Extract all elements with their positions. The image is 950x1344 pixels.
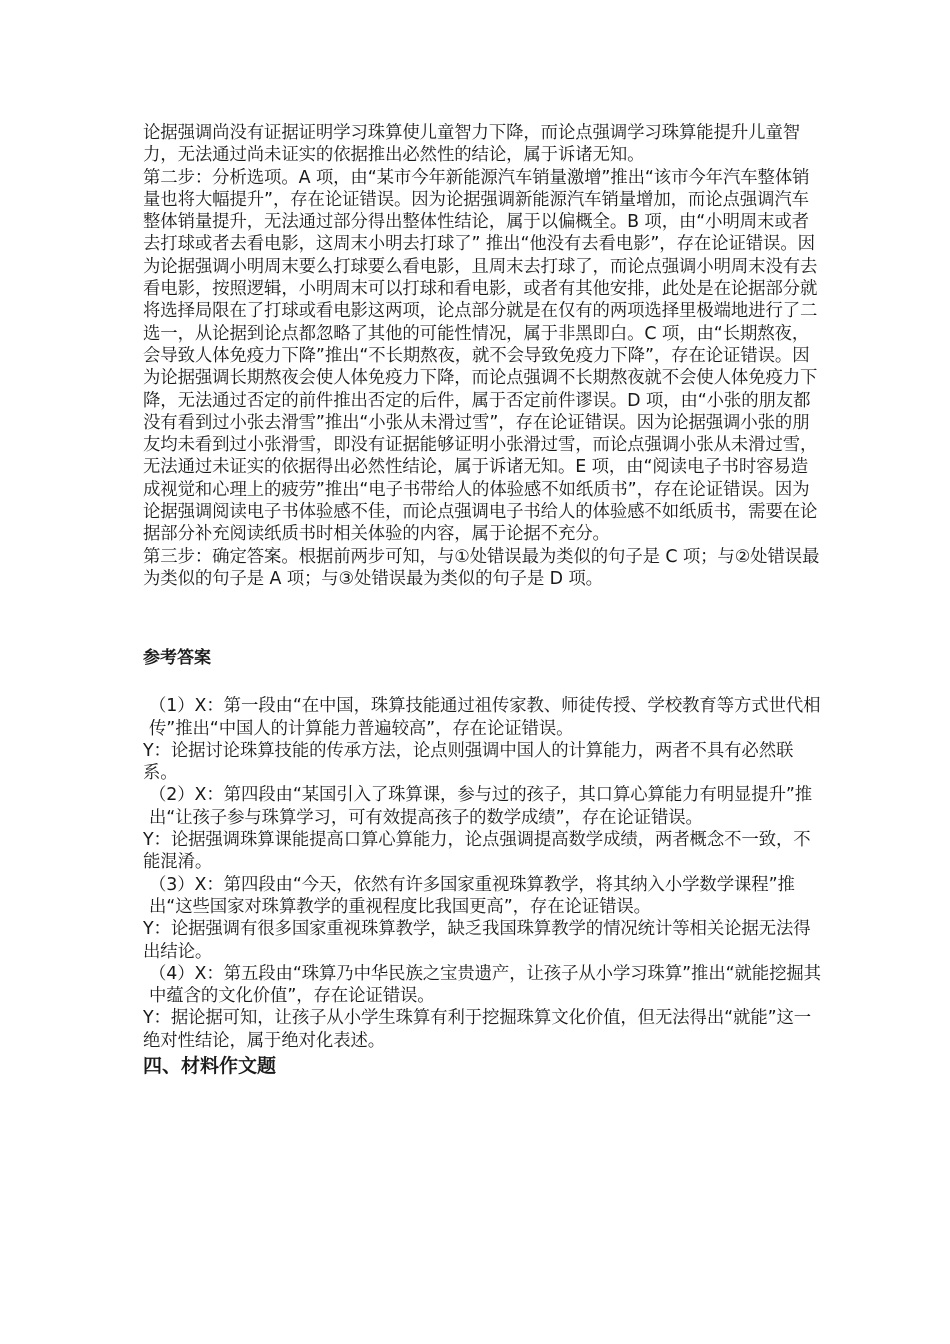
answer-item-4-x: （4）X：第五段由“珠算乃中华民族之宝贵遗产，让孩子从小学习珠算”推出“就能挖掘其中蕴含的文化价值”，存在论证错误。 [149,963,821,1007]
analysis-paragraph-1: 论据强调尚没有证据证明学习珠算使儿童智力下降，而论点强调学习珠算能提升儿童智力，无法通过尚未证实的依据推出必然性的结论，属于诉诸无知。 [143,123,801,166]
analysis-step-3: 第三步：确定答案。根据前两步可知，与①处错误最为类似的句子是 C 项；与②处错误最为类似的句子是 A 项；与③处错误最为类似的句子是 D 项。 [143,546,820,589]
answer-item-2-y: Y：论据强调珠算课能提高口算心算能力，论点强调提高数学成绩，两者概念不一致，不能混淆。 [143,830,811,873]
answer-item-4-y: Y：据论据可知，让孩子从小学生珠算有利于挖掘珠算文化价值，但无法得出“就能”这一绝对性结论，属于绝对化表述。 [143,1008,812,1051]
document-page [143,122,823,1080]
answer-item-1-y: Y：论据讨论珠算技能的传承方法，论点则强调中国人的计算能力，两者不具有必然联系。 [143,740,794,784]
answer-item-2-x: （2）X：第四段由“某国引入了珠算课，参与过的孩子，其口算心算能力有明显提升”推出“让孩子参与珠算学习，可有效提高孩子的数学成绩”，存在论证错误。 [149,785,813,828]
reference-answer-heading: 参考答案 [143,648,211,669]
analysis-step-2: 第二步：分析选项。A 项，由“某市今年新能源汽车销量激增”推出“该市今年汽车整体销量也将大幅提升”，存在论证错误。因为论据强调新能源汽车销量增加，而论点强调汽车整体销量提升，无法通过部分得出整体性结论，属于以偏概全。B 项，由“小明周末或者去打球或者去看电影，这周末小明去打球了” 推出“他没有去看电影”，存在论证错误。因为论据强调小明周末要么打球要么看电影，且周末去打球了，而论点强调小明周末没有去看电影，按照逻辑，小明周末可以打球和看电影，或者有其他安排，此处是在论据部分就将选择局限在了打球或看电影这两项，论点部分就是在仅有的两项选择里极端地进行了二选一，从论据到论点都忽略了其他的可能性情况，属于非黑即白。C 项，由“长期熬夜，会导致人体免疫力下降”推出“不长期熬夜，就不会导致免疫力下降”，存在论证错误。因为论据强调长期熬夜会使人体免疫力下降，而论点强调不长期熬夜就不会使人体免疫力下降，无法通过否定的前件推出否定的后件，属于否定前件谬误。D 项，由“小张的朋友都没有看到过小张去滑雪”推出“小张从未滑过雪”，存在论证错误。因为论据强调小张的朋友均未看到过小张滑雪，即没有证据能够证明小张滑过雪，而论点强调小张从未滑过雪，无法通过未证实的依据得出必然性结论，属于诉诸无知。E 项，由“阅读电子书时容易造成视觉和心理上的疲劳”推出“电子书带给人的体验感不如纸质书”，存在论证错误。因为论据强调阅读电子书体验感不佳，而论点强调电子书给人的体验感不如纸质书，需要在论据部分补充阅读纸质书时相关体验的内容，属于论据不充分。 [143,167,818,545]
answer-item-3-x: （3）X：第四段由“今天，依然有许多国家重视珠算教学，将其纳入小学数学课程”推出“这些国家对珠算教学的重视程度比我国更高”，存在论证错误。 [149,874,795,917]
answer-item-1-x: （1）X：第一段由“在中国，珠算技能通过祖传家教、师徒传授、学校教育等方式世代相传”推出“中国人的计算能力普遍较高”，存在论证错误。 [149,696,821,739]
answer-item-3-y: Y：论据强调有很多国家重视珠算教学，缺乏我国珠算教学的情况统计等相关论据无法得出结论。 [143,919,811,962]
section-heading-material-essay: 四、材料作文题 [143,1054,277,1077]
